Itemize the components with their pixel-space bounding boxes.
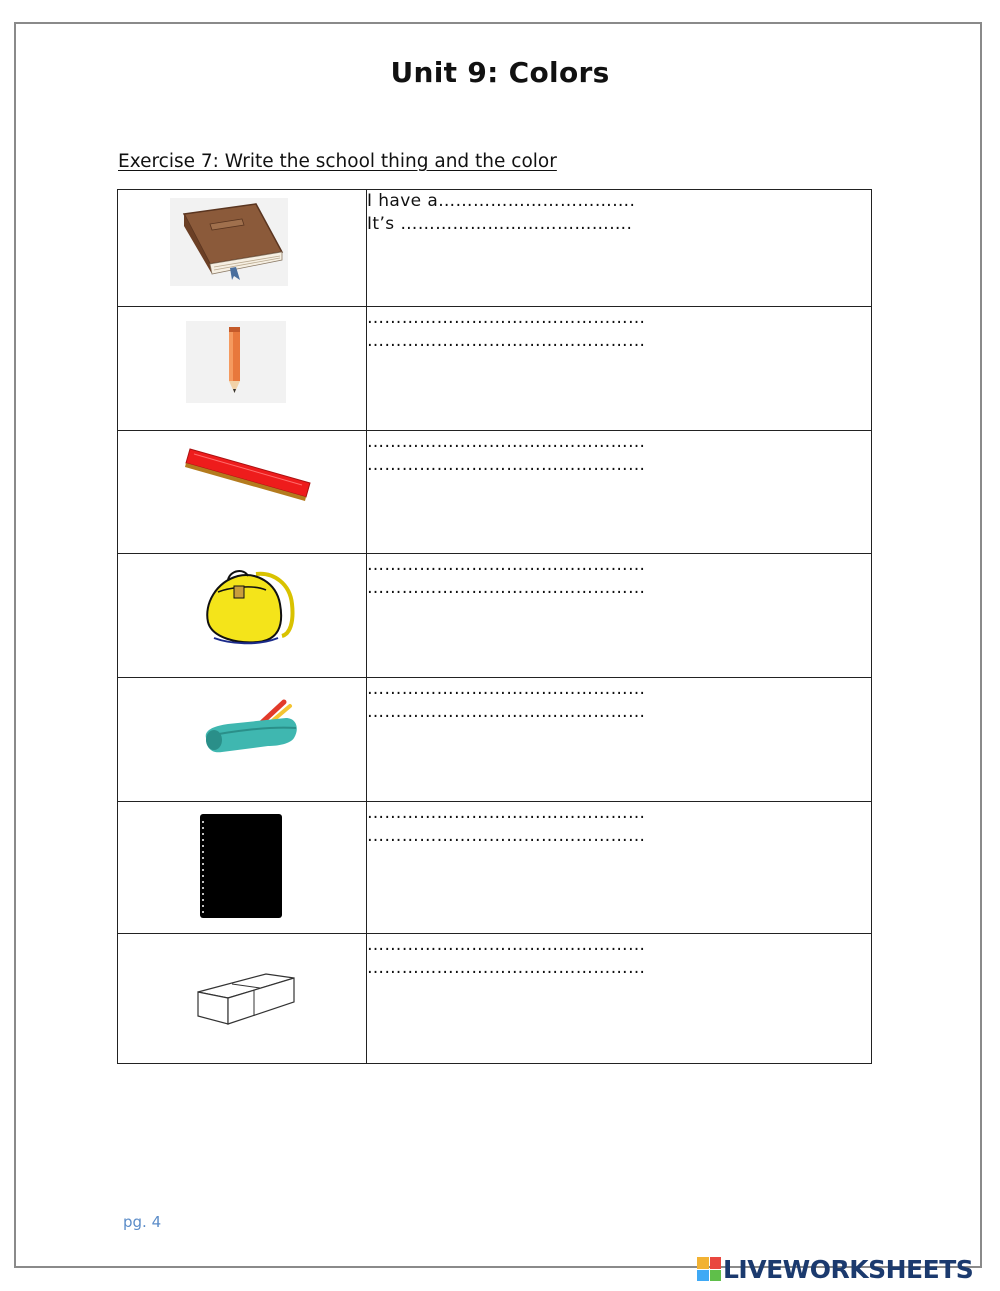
- liveworksheets-logo[interactable]: [697, 1254, 973, 1284]
- image-cell: [118, 307, 367, 431]
- notebook-icon: [196, 812, 284, 920]
- answer-line-1[interactable]: …………………………………………: [367, 935, 646, 955]
- answer-line-1[interactable]: …………………………………………: [367, 679, 646, 699]
- image-cell: [118, 802, 367, 934]
- table-row: [118, 190, 872, 307]
- brand-name: LIVEWORKSHEETS: [723, 1254, 974, 1284]
- answer-cell[interactable]: [367, 678, 872, 802]
- answer-line-1[interactable]: …………………………………………: [367, 432, 646, 452]
- exercise-table: [117, 189, 872, 1064]
- image-cell: [118, 934, 367, 1064]
- backpack-icon: [194, 564, 304, 648]
- image-cell: [118, 554, 367, 678]
- answer-line-1[interactable]: …………………………………………: [367, 308, 646, 328]
- answer-line-2[interactable]: …………………………………………: [367, 455, 646, 475]
- answer-line-1[interactable]: …………………………………………: [367, 555, 646, 575]
- page-number: pg. 4: [123, 1213, 162, 1231]
- answer-cell[interactable]: [367, 802, 872, 934]
- answer-cell[interactable]: [367, 307, 872, 431]
- exercise-instruction: Exercise 7: Write the school thing and the color: [118, 151, 557, 172]
- answer-line-2[interactable]: …………………………………………: [367, 578, 646, 598]
- image-cell: [118, 678, 367, 802]
- answer-line-1[interactable]: I have a…………………………….: [367, 191, 636, 211]
- book-icon: [170, 198, 288, 286]
- answer-line-2[interactable]: It’s ………………………………….: [367, 214, 633, 234]
- ruler-icon: [184, 439, 314, 503]
- image-cell: [118, 190, 367, 307]
- brand-logo-icon: [697, 1257, 721, 1281]
- pencil-icon: [186, 321, 286, 403]
- table-row: [118, 934, 872, 1064]
- table-row: [118, 678, 872, 802]
- table-row: [118, 802, 872, 934]
- answer-line-2[interactable]: …………………………………………: [367, 702, 646, 722]
- answer-cell[interactable]: [367, 431, 872, 554]
- answer-line-2[interactable]: …………………………………………: [367, 958, 646, 978]
- page-title: Unit 9: Colors: [390, 56, 610, 89]
- answer-cell[interactable]: [367, 190, 872, 307]
- answer-line-2[interactable]: …………………………………………: [367, 826, 646, 846]
- answer-cell[interactable]: [367, 554, 872, 678]
- table-row: [118, 554, 872, 678]
- table-row: [118, 307, 872, 431]
- answer-cell[interactable]: [367, 934, 872, 1064]
- table-row: [118, 431, 872, 554]
- eraser-icon: [194, 962, 300, 1032]
- answer-line-2[interactable]: …………………………………………: [367, 331, 646, 351]
- image-cell: [118, 431, 367, 554]
- pencil-case-icon: [198, 698, 302, 762]
- answer-line-1[interactable]: …………………………………………: [367, 803, 646, 823]
